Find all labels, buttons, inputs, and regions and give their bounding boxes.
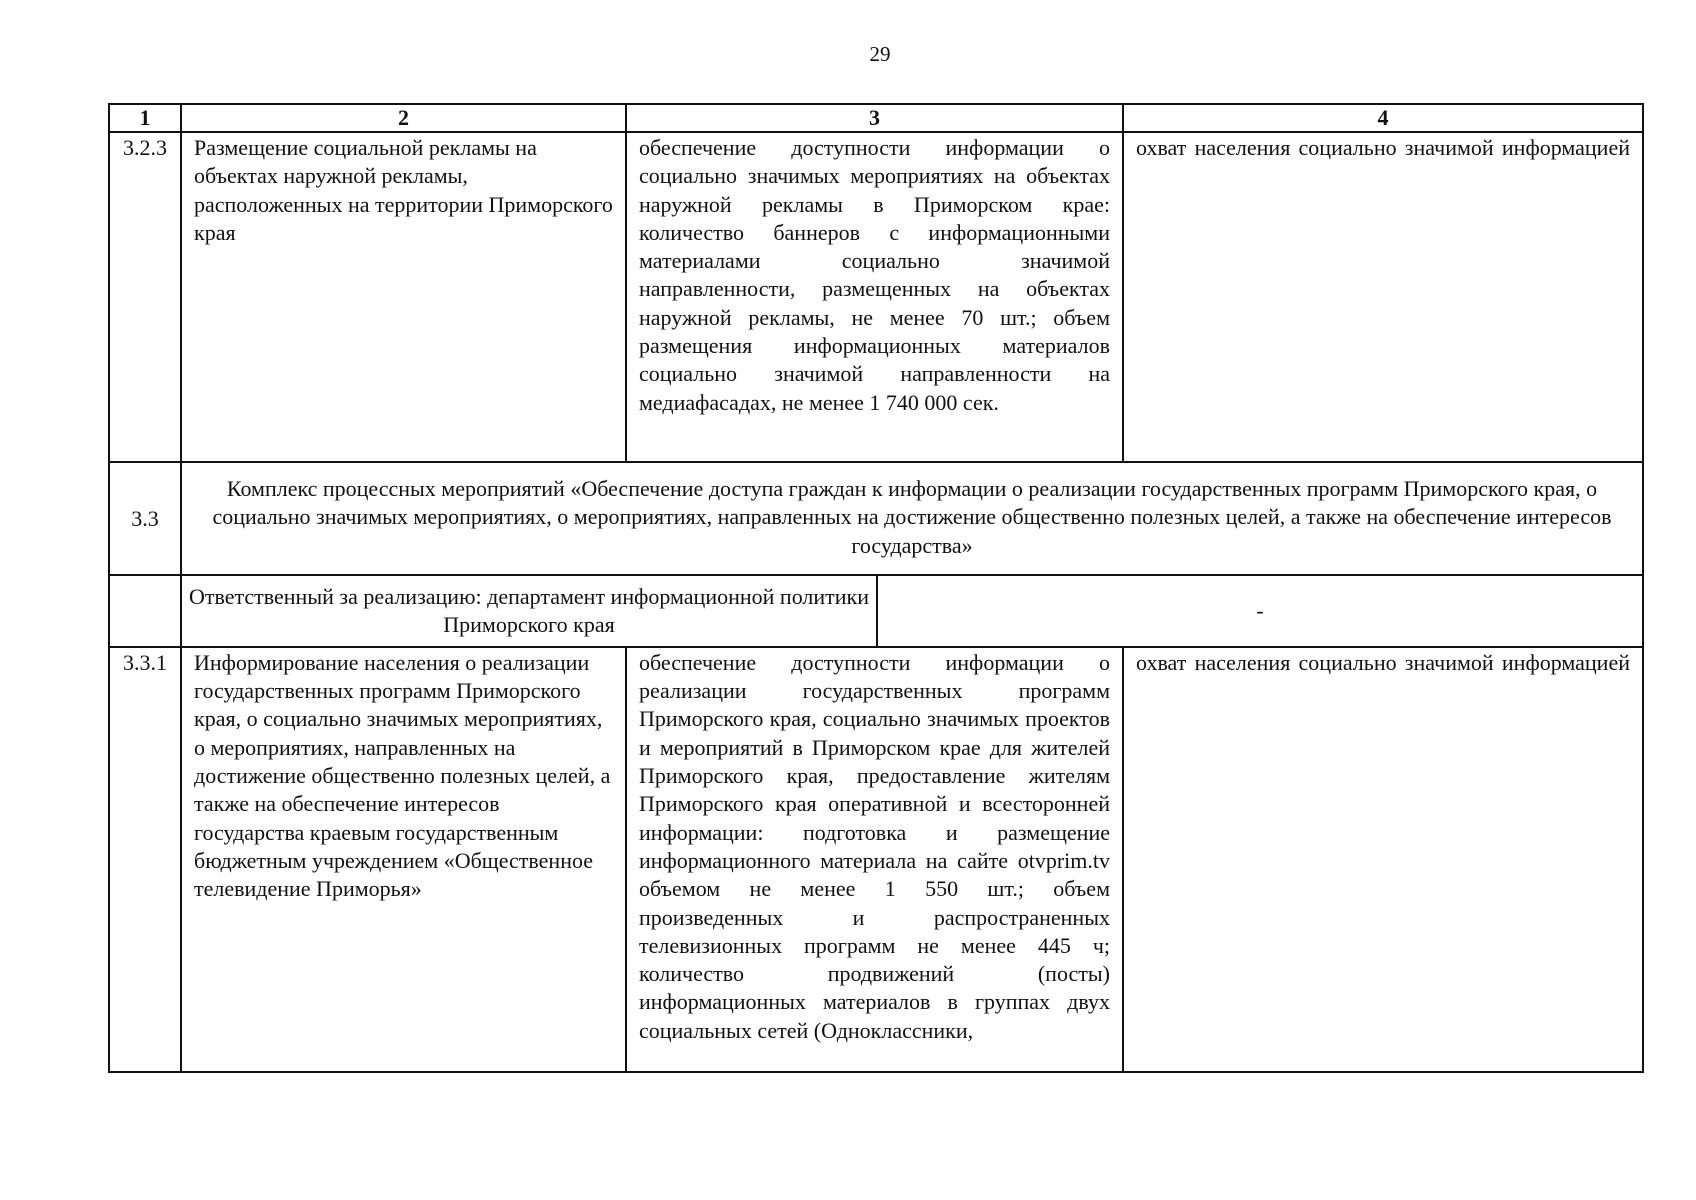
responsible-row: [109, 575, 1643, 647]
header-col-4: 4: [1123, 104, 1643, 132]
header-col-1: 1: [109, 104, 181, 132]
header-col-2: 2: [181, 104, 626, 132]
table-header-row: [109, 104, 1643, 132]
table-row: [109, 647, 1643, 1072]
responsible-empty-cell: [109, 575, 181, 647]
measure-title: Информирование населения о реализации государственных программ Приморского края, о социально значимых мероприятиях, о мероприятиях, направленных на достижение общественно полезных целей, а также на обеспечение интересов государства краевым государственным бюджетным учреждением «Общественное телевидение Приморья»: [181, 647, 626, 1072]
responsible-label: Ответственный за реализацию: департамент информационной политики Приморского края: [182, 576, 878, 646]
section-title: Комплекс процессных мероприятий «Обеспечение доступа граждан к информации о реализации государственных программ Приморского края, о социально значимых мероприятиях, о мероприятиях, направленных на достижение общественно полезных целей, а также на обеспечение интересов государства»: [181, 462, 1643, 575]
measures-table: [108, 103, 1644, 1073]
table-row: [109, 132, 1643, 462]
section-row: [109, 462, 1643, 575]
measure-result: охват населения социально значимой информацией: [1123, 647, 1643, 1072]
measure-description: обеспечение доступности информации о реализации государственных программ Приморского края, социально значимых проектов и мероприятий в Приморском крае для жителей Приморского края, предоставление жителям Приморского края оперативной и всесторонней информации: подготовка и размещение информационного материала на сайте otvprim.tv объемом не менее 1 550 шт.; объем произведенных и распространенных телевизионных программ не менее 445 ч; количество продвижений (посты) информационных материалов в группах двух социальных сетей (Одноклассники,: [626, 647, 1123, 1072]
section-number: 3.3: [109, 462, 181, 575]
row-number: 3.3.1: [109, 647, 181, 1072]
responsible-cell: [181, 575, 1643, 647]
page-number: 29: [869, 42, 891, 66]
header-col-3: 3: [626, 104, 1123, 132]
row-number: 3.2.3: [109, 132, 181, 462]
measure-title: Размещение социальной рекламы на объектах наружной рекламы, расположенных на территории Приморского края: [181, 132, 626, 462]
responsible-value: -: [1256, 597, 1264, 623]
measure-result: охват населения социально значимой информацией: [1123, 132, 1643, 462]
measure-description: обеспечение доступности информации о социально значимых мероприятиях на объектах наружной рекламы в Приморском крае: количество баннеров с информационными материалами социально значимой направленности, размещенных на объектах наружной рекламы, не менее 70 шт.; объем размещения информационных материалов социально значимой направленности на медиафасадах, не менее 1 740 000 сек.: [626, 132, 1123, 462]
